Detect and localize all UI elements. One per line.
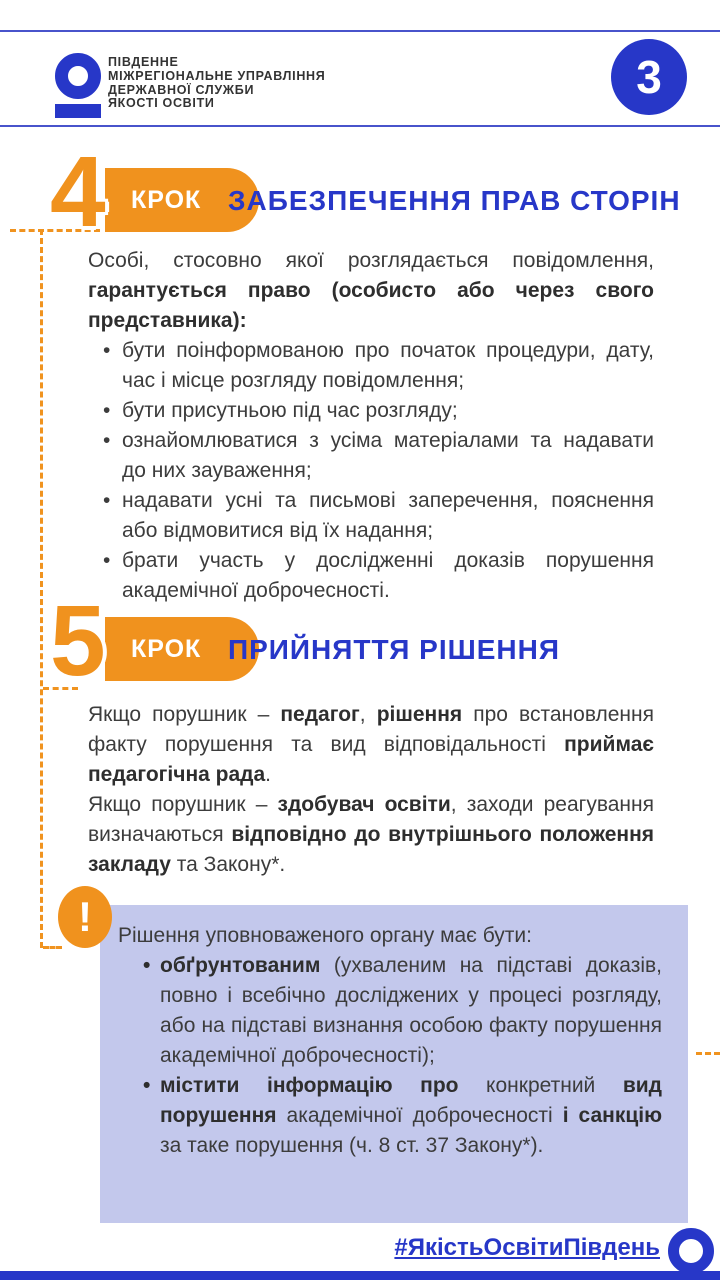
header-bottom-rule bbox=[0, 125, 720, 127]
logo-ring-icon bbox=[55, 53, 101, 99]
note-requirements-list bbox=[118, 951, 662, 1161]
paragraph: Якщо порушник – педагог, рішення про встановлення факту порушення та вид відповідальності приймає педагогічна рада. bbox=[88, 703, 654, 786]
page-number-badge: 3 bbox=[611, 39, 687, 115]
connector-dashed-line bbox=[696, 1052, 720, 1055]
step-4-intro: Особі, стосовно якої розглядається повідомлення, гарантується право (особисто або через свого представника): bbox=[88, 249, 654, 332]
step-badge-label: КРОК bbox=[131, 185, 202, 214]
list-item: • обґрунтованим (ухваленим на підставі доказів, повно і всебічно досліджених у процесі розгляду, або на підставі визнання особою факту порушення академічної доброчесності); bbox=[118, 951, 662, 1071]
org-name-line: ПІВДЕННЕ bbox=[108, 55, 179, 69]
org-name-line: МІЖРЕГІОНАЛЬНЕ УПРАВЛІННЯ bbox=[108, 68, 326, 83]
header-top-rule bbox=[0, 30, 720, 32]
step-5-body bbox=[88, 700, 654, 880]
step-4-number: 4 bbox=[50, 136, 106, 248]
step-5-number: 5 bbox=[50, 585, 106, 697]
step-badge-label: КРОК bbox=[131, 634, 202, 663]
list-item: • брати участь у дослідженні доказів порушення академічної доброчесності. bbox=[88, 546, 654, 606]
list-item: • ознайомлюватися з усіма матеріалами та надавати до них зауваження; bbox=[88, 426, 654, 486]
footer-logo-icon bbox=[668, 1228, 714, 1274]
list-item: • надавати усні та письмові заперечення, пояснення або відмовитися від їх надання; bbox=[88, 486, 654, 546]
logo-base-icon bbox=[55, 104, 101, 118]
connector-dashed-line bbox=[40, 229, 43, 948]
note-title: Рішення уповноваженого органу має бути: bbox=[118, 924, 532, 947]
list-item: • бути поінформованою про початок процедури, дату, час і місце розгляду повідомлення; bbox=[88, 336, 654, 396]
org-name bbox=[108, 56, 325, 111]
paragraph: Якщо порушник – здобувач освіти, заходи реагування визначаються відповідно до внутрішнього положення закладу та Закону*. bbox=[88, 793, 654, 876]
footer-bar bbox=[0, 1271, 720, 1280]
connector-dashed-line bbox=[43, 946, 62, 949]
agency-logo-icon bbox=[55, 53, 101, 118]
org-name-line: ЯКОСТІ ОСВІТИ bbox=[108, 96, 215, 111]
step-4-rights-list bbox=[88, 336, 654, 606]
list-item: • бути присутньою під час розгляду; bbox=[88, 396, 654, 426]
step-4-title: ЗАБЕЗПЕЧЕННЯ ПРАВ СТОРІН bbox=[228, 185, 681, 216]
step-5-title: ПРИЙНЯТТЯ РІШЕННЯ bbox=[228, 634, 560, 665]
hashtag-link[interactable]: #ЯкістьОсвітиПівдень bbox=[394, 1234, 660, 1261]
list-item: • містити інформацію про конкретний вид порушення академічної доброчесності і санкцію за таке порушення (ч. 8 ст. 37 Закону*). bbox=[118, 1071, 662, 1161]
org-name-line: ДЕРЖАВНОЇ СЛУЖБИ bbox=[108, 82, 255, 97]
note-box bbox=[100, 905, 688, 1223]
exclamation-icon: ! bbox=[58, 886, 112, 948]
